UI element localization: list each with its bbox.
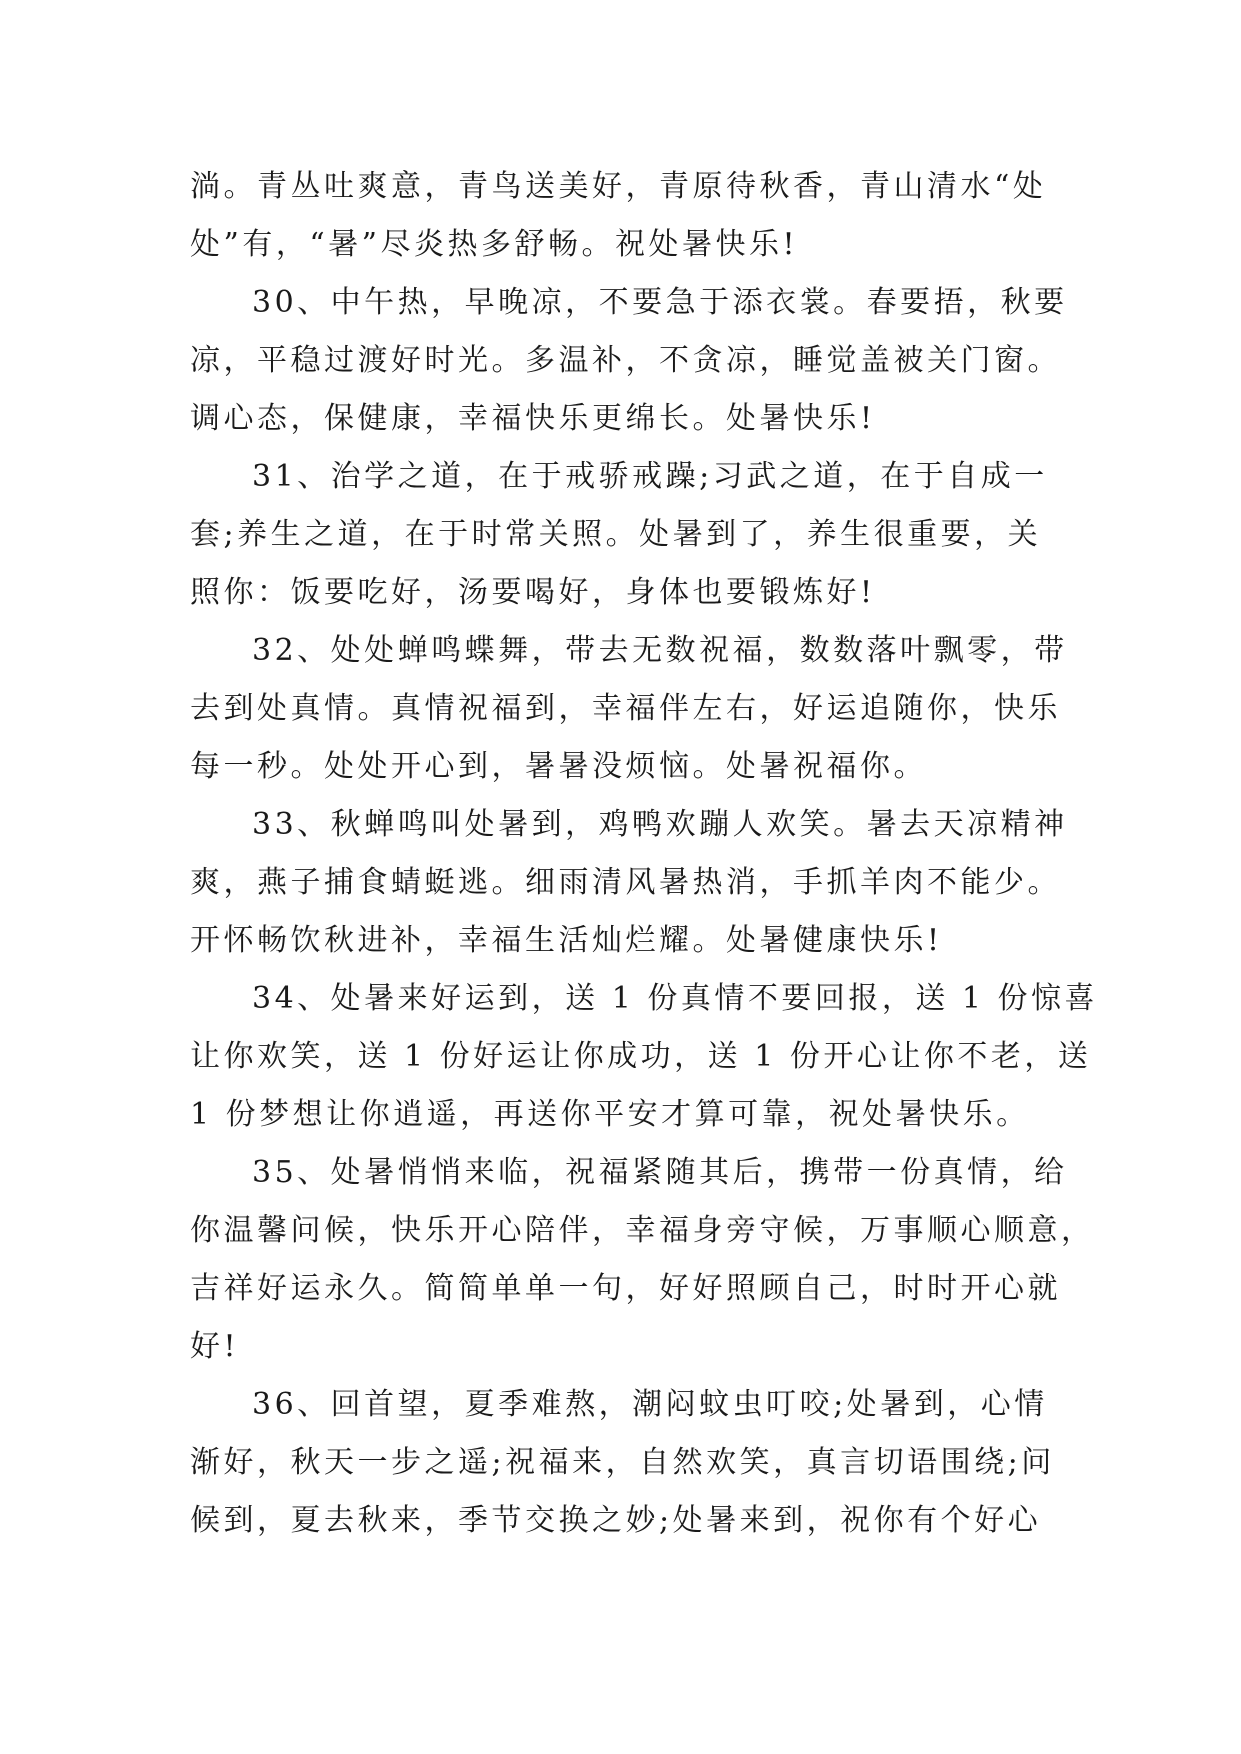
paragraph-30 <box>190 274 1068 448</box>
text-line: 渐好，秋天一步之遥;祝福来，自然欢笑，真言切语围绕;问 <box>190 1445 1055 1480</box>
text-line: 去到处真情。真情祝福到，幸福伴左右，好运追随你，快乐 <box>190 691 1061 726</box>
text-line: 爽，燕子捕食蜻蜓逃。细雨清风暑热消，手抓羊肉不能少。 <box>190 865 1061 900</box>
document-body <box>190 158 1098 1550</box>
text-line: 凉，平稳过渡好时光。多温补，不贪凉，睡觉盖被关门窗。 <box>190 343 1061 378</box>
paragraph-continued <box>190 158 1060 274</box>
text-line: 淌。青丛吐爽意，青鸟送美好，青原待秋香，青山清水“处 <box>190 169 1047 204</box>
text-line: 33、秋蝉鸣叫处暑到，鸡鸭欢蹦人欢笑。暑去天凉精神 <box>252 807 1068 842</box>
text-line: 你温馨问候，快乐开心陪伴，幸福身旁守候，万事顺心顺意， <box>190 1213 1095 1248</box>
paragraph-32 <box>190 622 1068 796</box>
text-line: 照你：饭要吃好，汤要喝好，身体也要锻炼好! <box>190 575 876 610</box>
text-line: 1 份梦想让你逍遥，再送你平安才算可靠，祝处暑快乐。 <box>190 1097 1030 1132</box>
text-line: 35、处暑悄悄来临，祝福紧随其后，携带一份真情，给 <box>252 1155 1068 1190</box>
text-line: 套;养生之道，在于时常关照。处暑到了，养生很重要，关 <box>190 517 1042 552</box>
text-line: 开怀畅饮秋进补，幸福生活灿烂耀。处暑健康快乐! <box>190 923 943 958</box>
text-line: 候到，夏去秋来，季节交换之妙;处暑来到，祝你有个好心 <box>190 1503 1042 1538</box>
text-line: 30、中午热，早晚凉，不要急于添衣裳。春要捂，秋要 <box>252 285 1068 320</box>
text-line: 调心态，保健康，幸福快乐更绵长。处暑快乐! <box>190 401 876 436</box>
text-line: 36、回首望，夏季难熬，潮闷蚊虫叮咬;处暑到，心情 <box>252 1387 1048 1422</box>
text-line: 好! <box>190 1329 240 1364</box>
paragraph-33 <box>190 796 1068 970</box>
paragraph-34 <box>190 970 1098 1144</box>
text-line: 处”有，“暑”尽炎热多舒畅。祝处暑快乐! <box>190 227 799 262</box>
text-line: 32、处处蝉鸣蝶舞，带去无数祝福，数数落叶飘零，带 <box>252 633 1068 668</box>
paragraph-35 <box>190 1144 1095 1376</box>
text-line: 34、处暑来好运到，送 1 份真情不要回报，送 1 份惊喜 <box>252 981 1098 1016</box>
paragraph-31 <box>190 448 1060 622</box>
text-line: 吉祥好运永久。简简单单一句，好好照顾自己，时时开心就 <box>190 1271 1061 1306</box>
text-line: 每一秒。处处开心到，暑暑没烦恼。处暑祝福你。 <box>190 749 927 784</box>
paragraph-36 <box>190 1376 1060 1550</box>
text-line: 31、治学之道，在于戒骄戒躁;习武之道，在于自成一 <box>252 459 1048 494</box>
text-line: 让你欢笑，送 1 份好运让你成功，送 1 份开心让你不老，送 <box>190 1039 1092 1074</box>
